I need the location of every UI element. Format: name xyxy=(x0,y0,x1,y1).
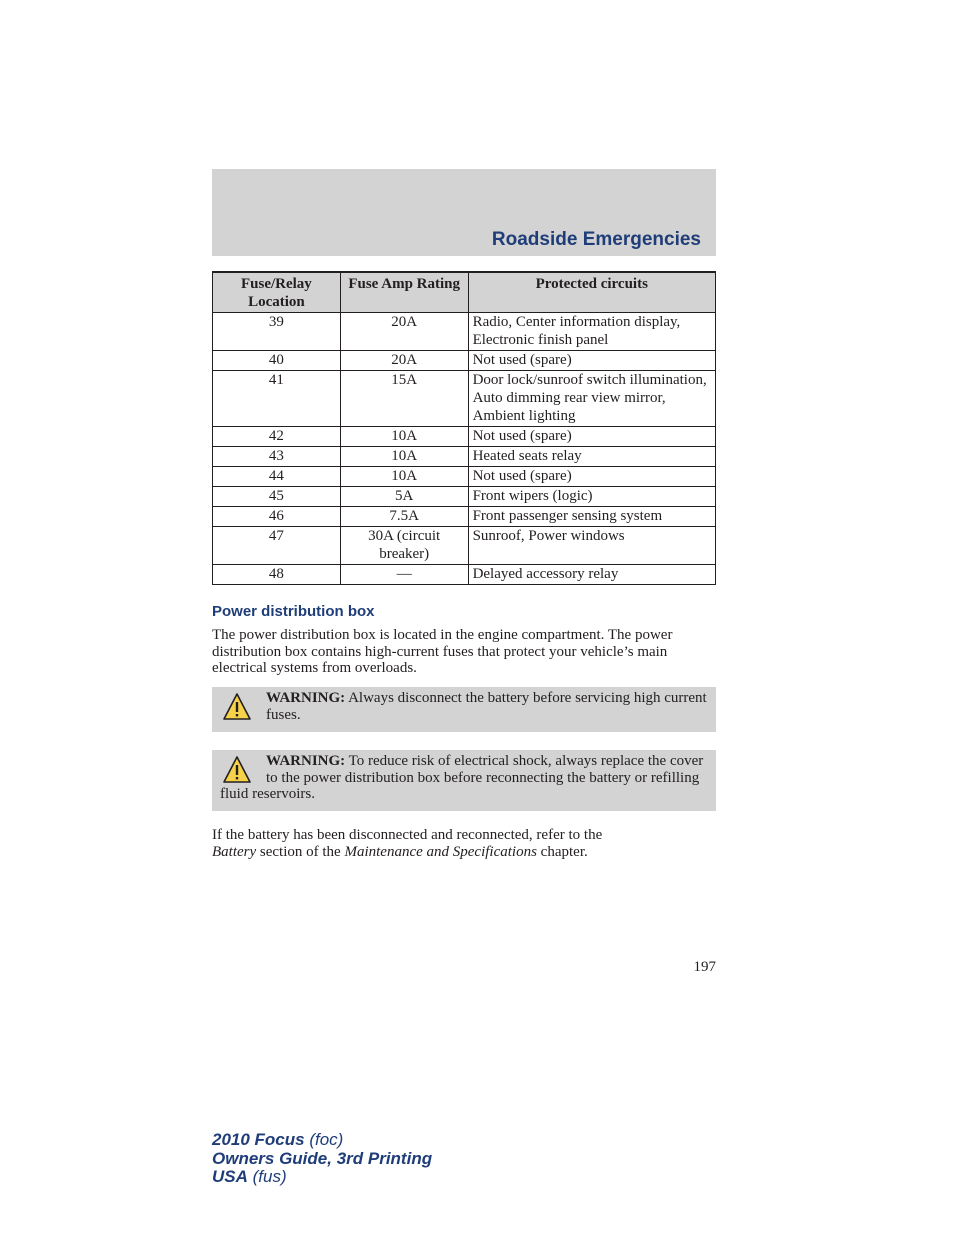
fuse-rating-cell: 10A xyxy=(340,467,468,487)
fuse-location-cell: 39 xyxy=(213,313,341,351)
warning-box-2 xyxy=(212,750,716,811)
fuse-rating-cell: 15A xyxy=(340,371,468,427)
fuse-location-cell: 41 xyxy=(213,371,341,427)
protected-circuits-cell: Radio, Center information display, Electronic finish panel xyxy=(468,313,715,351)
footer-model: 2010 Focus xyxy=(212,1130,305,1149)
table-row xyxy=(213,351,716,371)
footer-market: USA xyxy=(212,1167,248,1186)
protected-circuits-cell: Heated seats relay xyxy=(468,447,715,467)
protected-circuits-cell: Front passenger sensing system xyxy=(468,507,715,527)
warning-text: Always disconnect the battery before servicing high current fuses. xyxy=(266,690,707,723)
protected-circuits-cell: Sunroof, Power windows xyxy=(468,527,715,565)
fuse-location-cell: 46 xyxy=(213,507,341,527)
column-header-location: Fuse/Relay Location xyxy=(213,272,341,313)
battery-section-reference: Battery xyxy=(212,843,257,860)
table-row xyxy=(213,447,716,467)
page-number: 197 xyxy=(693,959,716,975)
table-row xyxy=(213,427,716,447)
fuse-location-cell: 42 xyxy=(213,427,341,447)
warning-text: To reduce risk of electrical shock, always replace the cover to the power distribution box before reconnecting the battery or refilling fluid reservoirs. xyxy=(220,753,704,802)
protected-circuits-cell: Door lock/sunroof switch illumination, Auto dimming rear view mirror, Ambient lighting xyxy=(468,371,715,427)
fuse-rating-cell: — xyxy=(340,565,468,585)
table-row xyxy=(213,527,716,565)
table-header-row xyxy=(213,272,716,313)
protected-circuits-cell: Front wipers (logic) xyxy=(468,487,715,507)
warning-label: WARNING: xyxy=(266,690,346,706)
section-title: Roadside Emergencies xyxy=(491,229,701,250)
fuse-rating-cell: 30A (circuit breaker) xyxy=(340,527,468,565)
fuse-location-cell: 43 xyxy=(213,447,341,467)
table-row xyxy=(213,507,716,527)
footer-guide: Owners Guide, 3rd Printing xyxy=(212,1148,433,1168)
table-row xyxy=(213,371,716,427)
table-row xyxy=(213,565,716,585)
protected-circuits-cell: Delayed accessory relay xyxy=(468,565,715,585)
warning-label: WARNING: xyxy=(266,753,346,769)
fuse-location-cell: 40 xyxy=(213,351,341,371)
fuse-rating-cell: 10A xyxy=(340,427,468,447)
fuse-rating-cell: 10A xyxy=(340,447,468,467)
closing-text-1: If the battery has been disconnected and reconnected, refer to the xyxy=(212,827,603,843)
column-header-circuits: Protected circuits xyxy=(468,272,715,313)
fuse-rating-cell: 20A xyxy=(340,313,468,351)
closing-text-3: chapter. xyxy=(536,843,588,860)
power-distribution-heading: Power distribution box xyxy=(212,603,375,620)
fuse-rating-cell: 20A xyxy=(340,351,468,371)
power-distribution-intro: The power distribution box is located in the engine compartment. The power distribution box contains high-current fuses that protect your vehicle’s main electrical systems from overloads. xyxy=(212,627,673,676)
fuse-rating-cell: 7.5A xyxy=(340,507,468,527)
table-row xyxy=(213,467,716,487)
protected-circuits-cell: Not used (spare) xyxy=(468,427,715,447)
column-header-rating: Fuse Amp Rating xyxy=(340,272,468,313)
fuse-location-cell: 44 xyxy=(213,467,341,487)
closing-text-2: section of the xyxy=(256,843,345,860)
fuse-location-cell: 48 xyxy=(213,565,341,585)
fuse-location-cell: 47 xyxy=(213,527,341,565)
fuse-table xyxy=(212,271,716,585)
table-row xyxy=(213,313,716,351)
protected-circuits-cell: Not used (spare) xyxy=(468,467,715,487)
footer-market-code: (fus) xyxy=(247,1167,287,1186)
header-band xyxy=(212,169,716,256)
fuse-location-cell: 45 xyxy=(213,487,341,507)
warning-box-1 xyxy=(212,687,716,732)
protected-circuits-cell: Not used (spare) xyxy=(468,351,715,371)
closing-paragraph xyxy=(212,827,716,860)
warning-triangle-icon xyxy=(222,755,252,785)
chapter-reference: Maintenance and Specifications xyxy=(344,843,537,860)
table-row xyxy=(213,487,716,507)
footer-model-code: (foc) xyxy=(304,1130,344,1149)
footer xyxy=(212,1131,432,1187)
warning-triangle-icon xyxy=(222,692,252,722)
fuse-rating-cell: 5A xyxy=(340,487,468,507)
